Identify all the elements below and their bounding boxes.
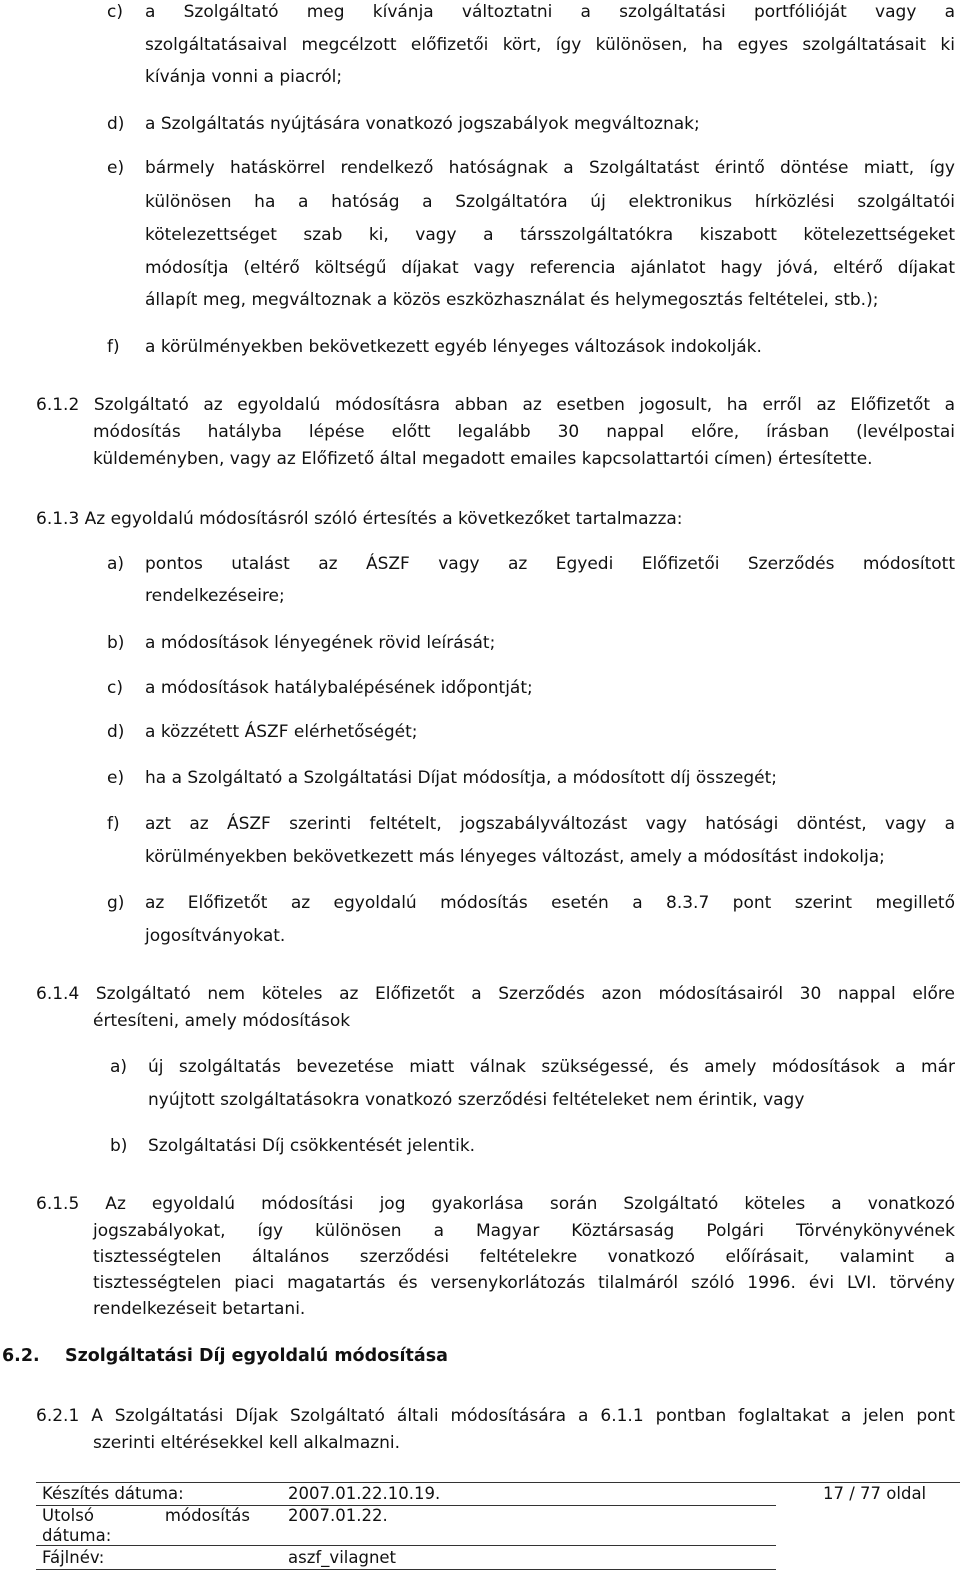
- item-text: nyújtott szolgáltatásokra vonatkozó szerződési feltételeket nem érintik, vagy: [148, 1090, 805, 1110]
- footer-rule: [36, 1545, 776, 1546]
- item-label: a): [107, 554, 125, 574]
- item-text: pontos utalást az ÁSZF vagy az Egyedi Előfizetői Szerződés módosított: [145, 554, 955, 574]
- item-text: módosítja (eltérő költségű díjakat vagy referencia ajánlatot hagy jóvá, eltérő díjakat: [145, 258, 955, 278]
- item-text: a Szolgáltatás nyújtására vonatkozó jogszabályok megváltoznak;: [145, 114, 700, 134]
- item-label: g): [107, 893, 125, 913]
- paragraph-line: rendelkezéseit betartani.: [93, 1299, 306, 1319]
- item-label: e): [107, 158, 125, 178]
- item-text: a módosítások hatálybalépésének időpontját;: [145, 678, 533, 698]
- item-text: bármely hatáskörrel rendelkező hatóságnak a Szolgáltatást érintő döntése miatt, így: [145, 158, 955, 178]
- footer-file-label: Fájlnév:: [42, 1548, 105, 1567]
- heading-title: Szolgáltatási Díj egyoldalú módosítása: [65, 1346, 448, 1366]
- paragraph-line: küldeményben, vagy az Előfizető által megadott emailes kapcsolattartói címen) értesítette.: [93, 449, 873, 469]
- item-text: a közzétett ÁSZF elérhetőségét;: [145, 722, 418, 742]
- footer-page-number: 17 / 77 oldal: [823, 1484, 927, 1503]
- item-text: szolgáltatásaival megcélzott előfizetői kört, így különösen, ha egyes szolgáltatásait ki: [145, 35, 955, 55]
- item-label: e): [107, 768, 125, 788]
- heading-number: 6.2.: [2, 1346, 40, 1366]
- paragraph-line: értesíteni, amely módosítások: [93, 1011, 351, 1031]
- item-text: kívánja vonni a piacról;: [145, 67, 343, 87]
- footer-rule: [36, 1569, 776, 1570]
- item-text: különösen ha a hatóság a Szolgáltatóra új elektronikus hírközlési szolgáltatói: [145, 192, 955, 212]
- paragraph-line: szerinti eltérésekkel kell alkalmazni.: [93, 1433, 401, 1453]
- item-text: kötelezettséget szab ki, vagy a társszolgáltatókra kiszabott kötelezettségeket: [145, 225, 955, 245]
- item-text: a Szolgáltató meg kívánja változtatni a szolgáltatási portfólióját vagy a: [145, 2, 955, 22]
- paragraph-line: jogszabályokat, így különösen a Magyar Köztársaság Polgári Törvénykönyvének: [93, 1221, 955, 1241]
- footer-modified-label: Utolsó módosítás: [42, 1506, 250, 1525]
- paragraph-line: 6.2.1 A Szolgáltatási Díjak Szolgáltató általi módosítására a 6.1.1 pontban foglaltakat a jelen pont: [36, 1406, 955, 1426]
- item-label: a): [110, 1057, 128, 1077]
- paragraph-line: 6.1.3 Az egyoldalú módosításról szóló értesítés a következőket tartalmazza:: [36, 509, 683, 529]
- paragraph-line: 6.1.4 Szolgáltató nem köteles az Előfizetőt a Szerződés azon módosításairól 30 nappal előre: [36, 984, 955, 1004]
- item-text: állapít meg, megváltoznak a közös eszközhasználat és helymegosztás feltételei, stb.);: [145, 290, 879, 310]
- item-label: d): [107, 722, 125, 742]
- item-text: az Előfizetőt az egyoldalú módosítás esetén a 8.3.7 pont szerint megillető: [145, 893, 955, 913]
- item-text: rendelkezéseire;: [145, 586, 285, 606]
- item-label: c): [107, 678, 123, 698]
- item-label: b): [107, 633, 125, 653]
- footer-created-label: Készítés dátuma:: [42, 1484, 184, 1503]
- item-label: f): [107, 814, 120, 834]
- footer-modified-value: 2007.01.22.: [288, 1506, 388, 1525]
- item-text: új szolgáltatás bevezetése miatt válnak szükségessé, és amely módosítások a már: [148, 1057, 955, 1077]
- item-text: azt az ÁSZF szerinti feltételt, jogszabályváltozást vagy hatósági döntést, vagy a: [145, 814, 955, 834]
- page-footer: [36, 1482, 960, 1570]
- footer-modified-label-2: dátuma:: [42, 1526, 112, 1545]
- paragraph-line: tisztességtelen általános szerződési feltételekre vonatkozó előírásait, valamint a: [93, 1247, 955, 1267]
- paragraph-line: 6.1.2 Szolgáltató az egyoldalú módosításra abban az esetben jogosult, ha erről az Előfizetőt a: [36, 395, 955, 415]
- paragraph-line: tisztességtelen piaci magatartás és versenykorlátozás tilalmáról szóló 1996. évi LVI. törvény: [93, 1273, 955, 1293]
- footer-created-value: 2007.01.22.10.19.: [288, 1484, 441, 1503]
- footer-rule: [36, 1482, 960, 1483]
- item-text: ha a Szolgáltató a Szolgáltatási Díjat módosítja, a módosított díj összegét;: [145, 768, 777, 788]
- item-label: d): [107, 114, 125, 134]
- item-text: körülményekben bekövetkezett más lényeges változást, amely a módosítást indokolja;: [145, 847, 885, 867]
- item-text: a körülményekben bekövetkezett egyéb lényeges változások indokolják.: [145, 337, 762, 357]
- item-text: jogosítványokat.: [145, 926, 286, 946]
- item-label: f): [107, 337, 120, 357]
- item-label: b): [110, 1136, 128, 1156]
- item-text: a módosítások lényegének rövid leírását;: [145, 633, 496, 653]
- footer-file-value: aszf_vilagnet: [288, 1548, 397, 1567]
- paragraph-line: módosítás hatályba lépése előtt legalább 30 nappal előre, írásban (levélpostai: [93, 422, 955, 442]
- item-label: c): [107, 2, 123, 22]
- paragraph-line: 6.1.5 Az egyoldalú módosítási jog gyakorlása során Szolgáltató köteles a vonatkozó: [36, 1194, 955, 1214]
- item-text: Szolgáltatási Díj csökkentését jelentik.: [148, 1136, 476, 1156]
